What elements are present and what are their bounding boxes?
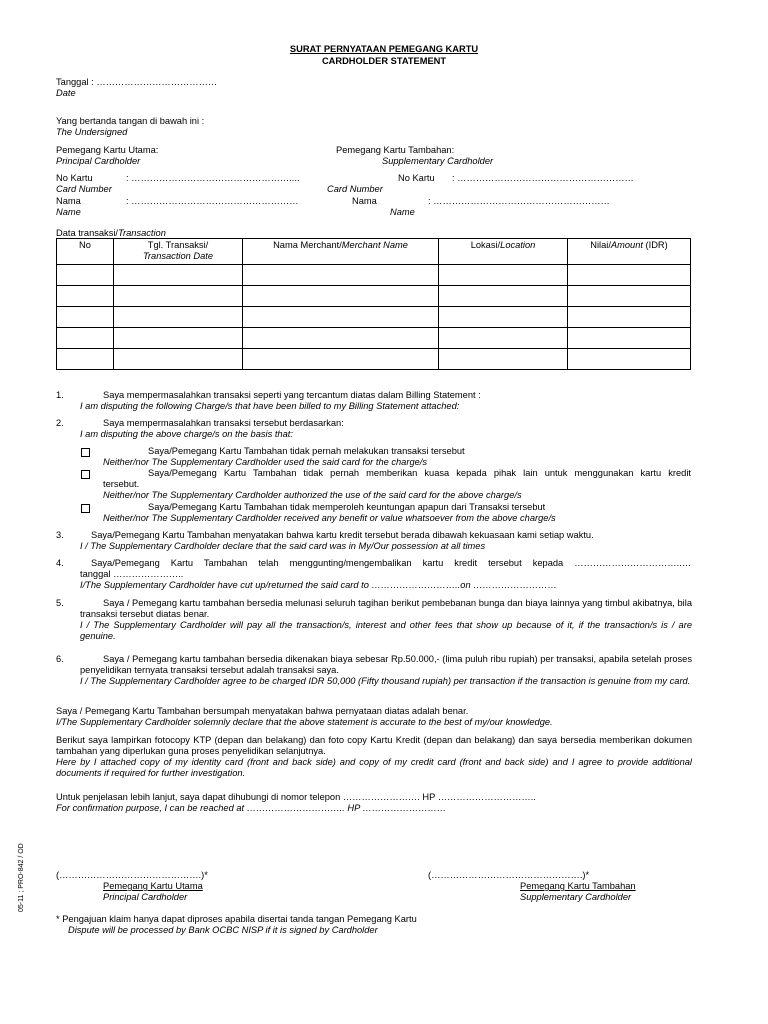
principal-signature-line[interactable]: (……………………………………….)* [56, 870, 208, 880]
principal-heading-en: Principal Cardholder [56, 156, 141, 166]
principal-card-label: No Kartu [56, 173, 93, 183]
table-cell[interactable] [114, 328, 243, 349]
statement-6-number: 6. [56, 654, 64, 664]
principal-card-field[interactable]: : …………………………………………….... [126, 173, 300, 183]
table-cell[interactable] [243, 265, 439, 286]
table-row [57, 286, 691, 307]
table-cell[interactable] [57, 349, 114, 370]
option-1-text: Saya/Pemegang Kartu Tambahan tidak pernah melakukan transaksi tersebut [148, 446, 465, 456]
table-cell[interactable] [568, 349, 691, 370]
table-row [57, 349, 691, 370]
supplementary-signature-title-en: Supplementary Cardholder [520, 892, 632, 902]
supplementary-signature-line[interactable]: (………………………………………….)* [428, 870, 590, 880]
date-field[interactable]: Tanggal : ………………………………… [56, 77, 218, 87]
table-row [57, 328, 691, 349]
principal-heading: Pemegang Kartu Utama: [56, 145, 159, 155]
col-header-date: Tgl. Transaksi/ Transaction Date [114, 239, 243, 265]
principal-card-label-en: Card Number [56, 184, 112, 194]
principal-name-label: Nama [56, 196, 81, 206]
transactions-label-en: Transaction [118, 228, 166, 238]
table-row [57, 307, 691, 328]
contact-text[interactable]: Untuk penjelasan lebih lanjut, saya dapat dihubungi di nomor telepon ……………………. HP ………………………….. [56, 792, 536, 802]
statement-4-text-cont[interactable]: tanggal ………………….. [80, 569, 184, 579]
oath-text-en: I/The Supplementary Cardholder solemnly declare that the above statement is accurate to the best of my/our knowledge. [56, 717, 553, 727]
option-1-checkbox[interactable] [81, 448, 90, 457]
table-cell[interactable] [243, 307, 439, 328]
statement-4-text-en[interactable]: I/The Supplementary Cardholder have cut up/returned the said card to ………………………..on ……………………… [80, 580, 557, 590]
supplementary-card-field[interactable]: : ………………………………………………… [452, 173, 634, 183]
statement-6-text: Saya / Pemegang kartu tambahan bersedia dikenakan biaya sebesar Rp.50.000,- (lima puluh ribu rupiah) per transaksi, apabila setelah proses penyelidikan ternyata transaksi tersebut adalah transaksi saya. [80, 654, 692, 676]
statement-3-text: Saya/Pemegang Kartu Tambahan menyatakan bahwa kartu kredit tersebut berada dibawah kekuasaan kami setiap waktu. [91, 530, 594, 540]
table-row [57, 265, 691, 286]
col-header-no: No [57, 239, 114, 265]
statement-5-number: 5. [56, 598, 64, 608]
col-header-location: Lokasi/Location [439, 239, 568, 265]
date-label-en: Date [56, 88, 76, 98]
table-cell[interactable] [439, 349, 568, 370]
transactions-label-id: Data transaksi/ [56, 228, 119, 238]
oath-text: Saya / Pemegang Kartu Tambahan bersumpah menyatakan bahwa pernyataan diatas adalah benar. [56, 706, 469, 716]
option-3-text: Saya/Pemegang Kartu Tambahan tidak memperoleh keuntungan apapun dari Transaksi tersebut [148, 502, 546, 512]
option-2-text-cont: tersebut. [103, 479, 140, 489]
statement-4-text: Saya/Pemegang Kartu Tambahan telah menggunting/mengembalikan kartu kredit tersebut kepada ……………………………..… [91, 558, 691, 568]
footnote-text: * Pengajuan klaim hanya dapat diproses apabila disertai tanda tangan Pemegang Kartu [56, 914, 417, 924]
statement-5-text-en: I / The Supplementary Cardholder will pay all the transaction/s, interest and other fees that show up because of it, if the transaction/s is / are genuine. [80, 620, 692, 642]
table-cell[interactable] [439, 307, 568, 328]
supplementary-card-label: No Kartu [398, 173, 435, 183]
table-cell[interactable] [114, 265, 243, 286]
form-subtitle: CARDHOLDER STATEMENT [321, 56, 447, 66]
table-cell[interactable] [114, 307, 243, 328]
supplementary-card-label-en: Card Number [327, 184, 383, 194]
statement-3-text-en: I / The Supplementary Cardholder declare that the said card was in My/Our possession at all times [80, 541, 486, 551]
supplementary-name-label: Nama [352, 196, 377, 206]
principal-signature-title: Pemegang Kartu Utama [103, 881, 203, 891]
option-2-text: Saya/Pemegang Kartu Tambahan tidak pernah memberikan kuasa kepada pihak lain untuk menggunakan kartu kredit [148, 468, 691, 478]
undersigned-label: Yang bertanda tangan di bawah ini : [56, 116, 205, 126]
table-cell[interactable] [114, 286, 243, 307]
table-cell[interactable] [243, 328, 439, 349]
footnote-text-en: Dispute will be processed by Bank OCBC NISP if it is signed by Cardholder [68, 925, 378, 935]
table-cell[interactable] [57, 328, 114, 349]
table-cell[interactable] [439, 328, 568, 349]
statement-1-text: Saya mempermasalahkan transaksi seperti yang tercantum diatas dalam Billing Statement : [103, 390, 481, 400]
statement-6-text-en: I / The Supplementary Cardholder agree to be charged IDR 50,000 (Fifty thousand rupiah) per transaction if the transaction is genuine from my card. [80, 676, 691, 686]
option-3-checkbox[interactable] [81, 504, 90, 513]
table-cell[interactable] [568, 307, 691, 328]
principal-name-field[interactable]: : ……………………………………………… [126, 196, 299, 206]
table-header-row [57, 239, 691, 265]
table-cell[interactable] [114, 349, 243, 370]
supplementary-heading: Pemegang Kartu Tambahan: [336, 145, 455, 155]
statement-1-number: 1. [56, 390, 64, 400]
option-2-checkbox[interactable] [81, 470, 90, 479]
principal-signature-title-en: Principal Cardholder [103, 892, 188, 902]
statement-2-text-en: I am disputing the above charge/s on the basis that: [80, 429, 293, 439]
statement-2-text: Saya mempermasalahkan transaksi tersebut berdasarkan: [103, 418, 344, 428]
option-3-text-en: Neither/nor The Supplementary Cardholder received any benefit or value whatsoever from the above charge/s [103, 513, 556, 523]
col-header-amount: Nilai/Amount (IDR) [568, 239, 691, 265]
attachment-text: Berikut saya lampirkan fotocopy KTP (depan dan belakang) dan foto copy Kartu Kredit (depan dan belakang) dan saya bersedia memberikan dokumen tambahan yang diperlukan guna proses penyelidikan selanjutnya. [56, 735, 692, 757]
table-cell[interactable] [243, 286, 439, 307]
supplementary-signature-title: Pemegang Kartu Tambahan [520, 881, 636, 891]
supplementary-heading-en: Supplementary Cardholder [382, 156, 494, 166]
supplementary-name-field[interactable]: : ………………………………………………… [428, 196, 610, 206]
transactions-table [56, 238, 691, 370]
option-1-text-en: Neither/nor The Supplementary Cardholder used the said card for the charge/s [103, 457, 428, 467]
table-cell[interactable] [57, 286, 114, 307]
statement-3-number: 3. [56, 530, 64, 540]
table-cell[interactable] [243, 349, 439, 370]
contact-text-en[interactable]: For confirmation purpose, I can be reached at ………………………….. HP ……………………… [56, 803, 447, 813]
table-cell[interactable] [57, 307, 114, 328]
undersigned-label-en: The Undersigned [56, 127, 128, 137]
form-code: 05-11 ; PRO-842 / OD [18, 843, 25, 912]
attachment-text-en: Here by I attached copy of my identity card (front and back side) and copy of my credit card (front and back side) and I agree to provide additional documents if required for further investigation. [56, 757, 692, 779]
statement-2-number: 2. [56, 418, 64, 428]
col-header-merchant: Nama Merchant/Merchant Name [243, 239, 439, 265]
supplementary-name-label-en: Name [390, 207, 415, 217]
table-cell[interactable] [439, 286, 568, 307]
option-2-text-en: Neither/nor The Supplementary Cardholder authorized the use of the said card for the above charge/s [103, 490, 522, 500]
form-title: SURAT PERNYATAAN PEMEGANG KARTU [289, 44, 479, 54]
statement-4-number: 4. [56, 558, 64, 568]
table-cell[interactable] [568, 328, 691, 349]
table-cell[interactable] [568, 265, 691, 286]
principal-name-label-en: Name [56, 207, 81, 217]
statement-5-text: Saya / Pemegang kartu tambahan bersedia melunasi seluruh tagihan berikut pembebanan bunga dan biaya lainnya yang timbul akibatnya, bila transaksi tersebut diatas benar. [80, 598, 692, 620]
statement-1-text-en: I am disputing the following Charge/s that have been billed to my Billing Statement attached: [80, 401, 460, 411]
table-cell[interactable] [57, 265, 114, 286]
table-cell[interactable] [568, 286, 691, 307]
table-cell[interactable] [439, 265, 568, 286]
